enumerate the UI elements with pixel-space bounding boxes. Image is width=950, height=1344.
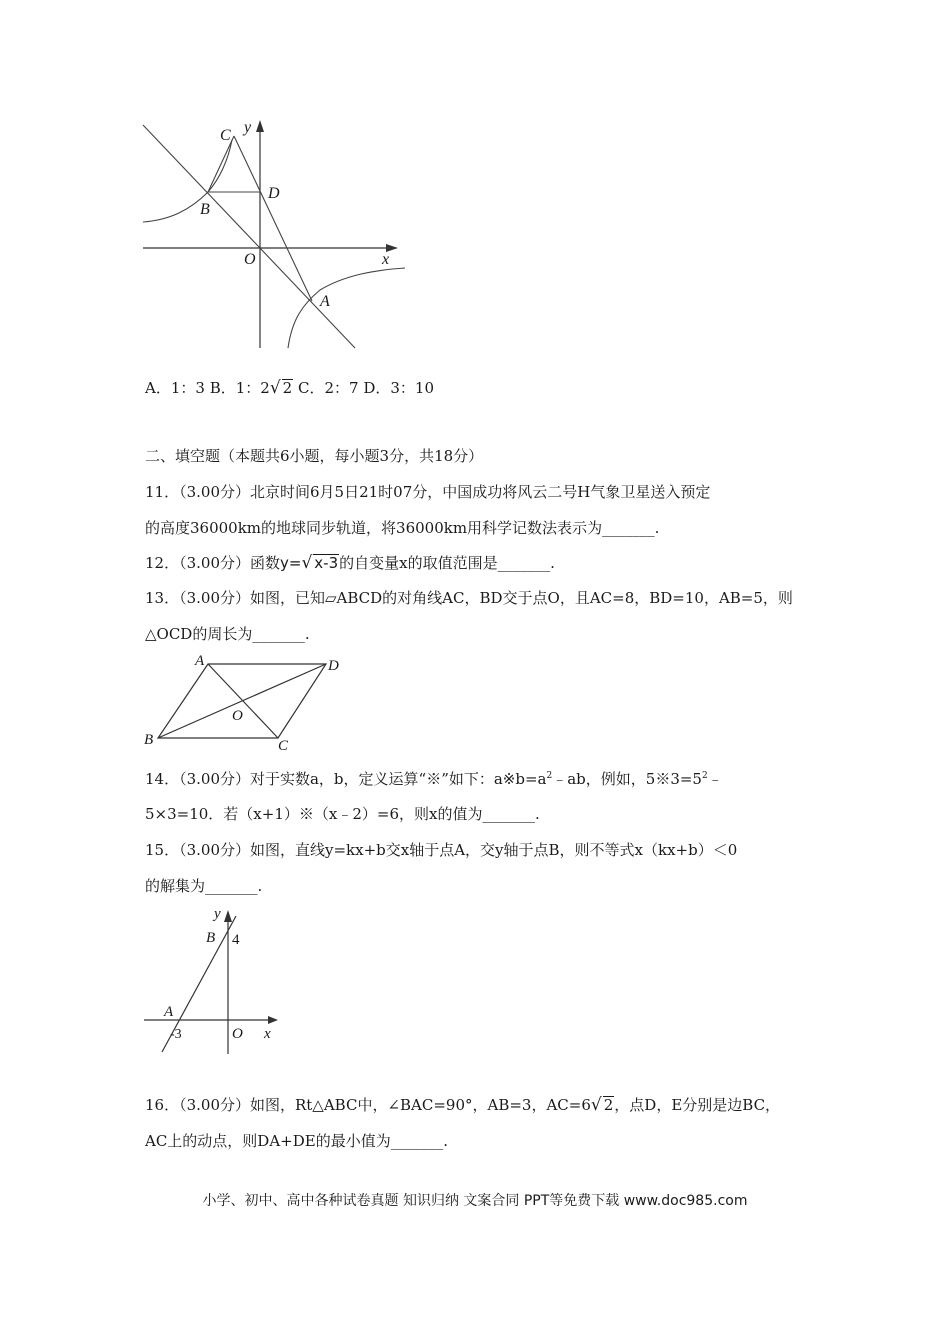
fig1-label-y: y [244, 119, 252, 136]
fig2-label-B: B [144, 732, 154, 748]
q15-line2: 的解集为_______. [145, 877, 263, 895]
fig3-label-4: 4 [232, 932, 240, 948]
q11-line1: 11．（3.00分）北京时间6月5日21时07分，中国成功将风云二号H气象卫星送入预定 [145, 483, 711, 501]
q12: 12．（3.00分）函数y=√ x-3的自变量x的取值范围是_______. [145, 553, 555, 573]
fig1-label-A: A [320, 293, 330, 310]
fig3-label-A: A [164, 1004, 174, 1020]
fig3-label-neg3: -3 [170, 1027, 182, 1042]
fig1-label-O: O [244, 251, 256, 268]
q16-line1: 16．（3.00分）如图，Rt△ABC中，∠BAC=90°，AB=3，AC=6√ 2，点D，E分别是边BC， [145, 1095, 781, 1115]
q10-options [145, 378, 434, 398]
q13-line1: 13．（3.00分）如图，已知▱ABCD的对角线AC，BD交于点O，且AC=8，BD=10，AB=5，则 [145, 589, 793, 607]
q14-line1: 14．（3.00分）对于实数a，b，定义运算“※”如下：$a※b=a^2﹣ab$，例如，$5※3=5^2﹣$ [145, 770, 723, 788]
figure-hyperbola-triangle [140, 110, 410, 355]
q15-line1: 15．（3.00分）如图，直线y=kx+b交x轴于点A，交y轴于点B，则不等式x（kx+b）＜0 [145, 841, 738, 859]
fig2-label-O: O [232, 708, 243, 724]
q13-line2: △OCD的周长为_______. [145, 625, 310, 643]
q11-line2: 的高度36000km的地球同步轨道，将36000km用科学记数法表示为_______. [145, 519, 660, 537]
fig3-label-y: y [214, 906, 221, 922]
q16-line2: AC上的动点，则DA+DE的最小值为_______. [145, 1132, 448, 1150]
q12-equation: y=√ x-3 [280, 553, 339, 573]
fig1-label-C: C [220, 127, 231, 144]
q10-option-b: B．1：2√ 2 [209, 378, 293, 398]
fig2-label-D: D [328, 658, 339, 674]
q10-option-d: D．3：10 [363, 379, 435, 397]
q10-option-c: C．2：7 [298, 379, 359, 397]
fig2-label-A: A [195, 653, 205, 669]
page-footer: 小学、初中、高中各种试卷真题 知识归纳 文案合同 PPT等免费下载 www.doc985.com [202, 1193, 748, 1209]
fig3-label-O: O [232, 1026, 243, 1042]
figure-line-axes [140, 900, 285, 1060]
fig1-label-x: x [382, 251, 390, 268]
q10-option-a: A．1：3 [145, 379, 205, 397]
fig3-label-B: B [206, 930, 216, 946]
fig2-label-C: C [278, 738, 289, 754]
figure-parallelogram [140, 652, 350, 754]
fig3-label-x: x [264, 1026, 271, 1042]
fig1-label-B: B [200, 201, 210, 218]
section-heading: 二、填空题（本题共6小题，每小题3分，共18分） [145, 447, 484, 465]
q14-line2: 5×3=10．若（x+1）※（x﹣2）=6，则x的值为_______. [145, 805, 540, 823]
fig1-label-D: D [268, 185, 280, 202]
